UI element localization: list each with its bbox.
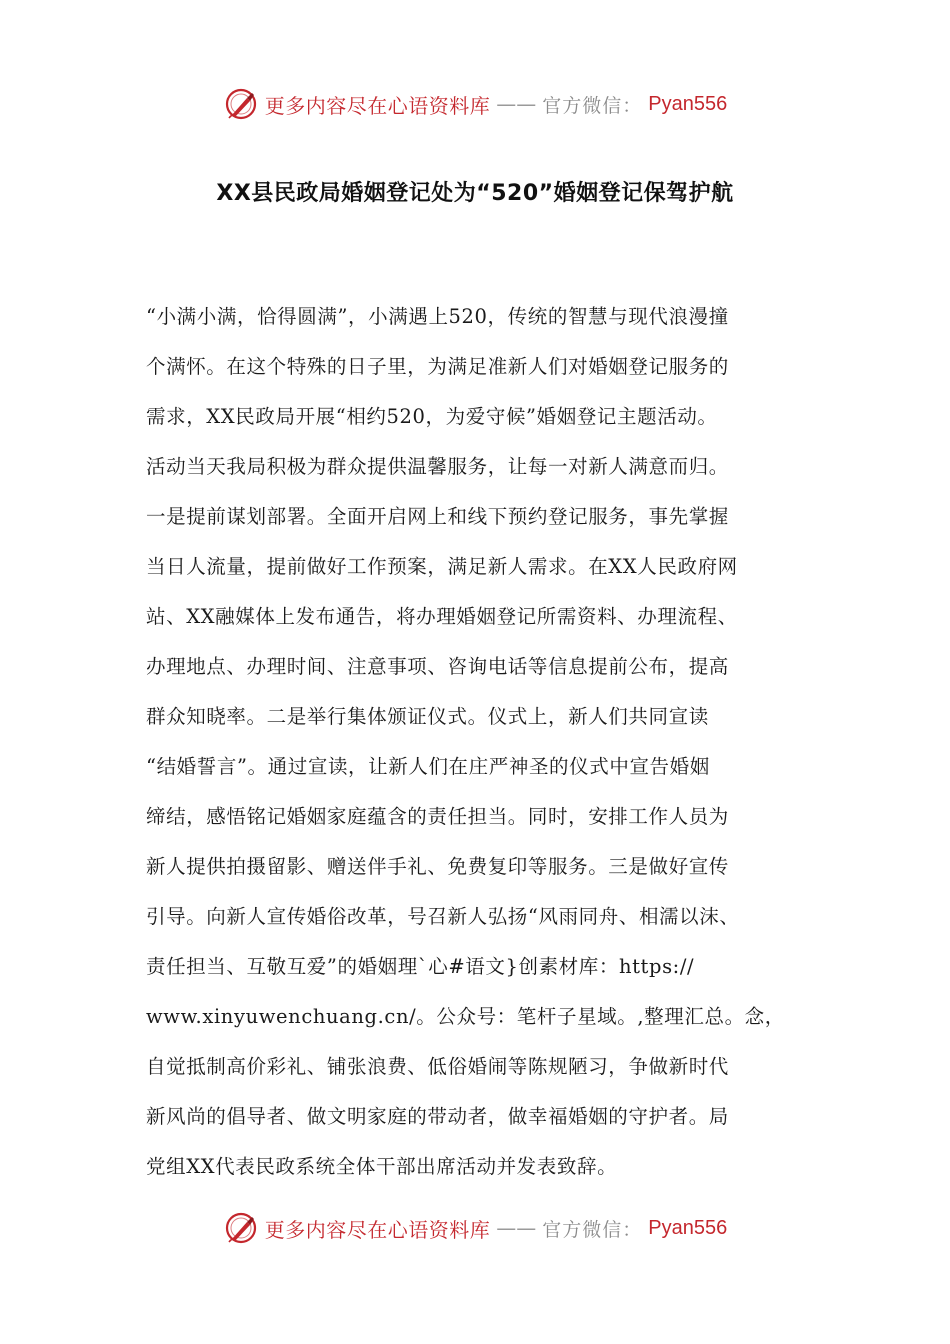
body-line: 群众知晓率。二是举行集体颁证仪式。仪式上，新人们共同宣读 — [146, 705, 709, 728]
body-line: 引导。向新人宣传婚俗改革，号召新人弘扬“风雨同舟、相濡以沫、 — [146, 905, 740, 928]
banner-content — [223, 86, 727, 122]
banner-separator: —— — [496, 92, 537, 116]
footer-banner — [0, 1208, 950, 1248]
banner-wechat-id: Pyan556 — [648, 1216, 728, 1239]
header-banner — [0, 84, 950, 124]
body-line: 一是提前谋划部署。全面开启网上和线下预约登记服务，事先掌握 — [146, 505, 729, 528]
body-line: 党组XX代表民政系统全体干部出席活动并发表致辞。 — [146, 1155, 618, 1178]
body-line: 活动当天我局积极为群众提供温馨服务，让每一对新人满意而归。 — [146, 455, 729, 478]
body-line: 当日人流量，提前做好工作预案，满足新人需求。在XX人民政府网 — [146, 555, 738, 578]
banner-separator: —— — [496, 1216, 537, 1240]
body-line: 新人提供拍摄留影、赠送伴手礼、免费复印等服务。三是做好宣传 — [146, 855, 729, 878]
body-line: “小满小满，恰得圆满”，小满遇上520，传统的智慧与现代浪漫撞 — [146, 305, 729, 328]
body-line: 新风尚的倡导者、做文明家庭的带动者，做幸福婚姻的守护者。局 — [146, 1105, 729, 1128]
banner-library-text: 更多内容尽在心语资料库 — [264, 93, 491, 118]
banner-content — [223, 1210, 727, 1246]
document-title: XX县民政局婚姻登记处为“520”婚姻登记保驾护航 — [216, 181, 734, 206]
body-line: 责任担当、互敬互爱”的婚姻理`心#语文}创素材库：https:// — [146, 955, 695, 978]
body-line: 缔结，感悟铭记婚姻家庭蕴含的责任担当。同时，安排工作人员为 — [146, 805, 729, 828]
body-line: 办理地点、办理时间、注意事项、咨询电话等信息提前公布，提高 — [146, 655, 729, 678]
body-line: 自觉抵制高价彩礼、铺张浪费、低俗婚闹等陈规陋习，争做新时代 — [146, 1055, 729, 1078]
body-line: www.xinyuwenchuang.cn/。公众号：笔杆子星域。,整理汇总。念， — [146, 1005, 785, 1028]
body-line: 需求，XX民政局开展“相约520，为爱守候”婚姻登记主题活动。 — [146, 405, 718, 428]
pen-nib-logo-icon — [223, 1210, 259, 1246]
pen-nib-logo-icon — [223, 86, 259, 122]
body-line: “结婚誓言”。通过宣读，让新人们在庄严神圣的仪式中宣告婚姻 — [146, 755, 710, 778]
banner-official-label: 官方微信： — [542, 1218, 643, 1241]
banner-wechat-id: Pyan556 — [648, 92, 728, 115]
banner-library-text: 更多内容尽在心语资料库 — [264, 1217, 491, 1242]
banner-official-label: 官方微信： — [542, 94, 643, 117]
body-line: 个满怀。在这个特殊的日子里，为满足准新人们对婚姻登记服务的 — [146, 355, 729, 378]
document-body — [146, 297, 826, 1197]
body-line: 站、XX融媒体上发布通告，将办理婚姻登记所需资料、办理流程、 — [146, 605, 738, 628]
